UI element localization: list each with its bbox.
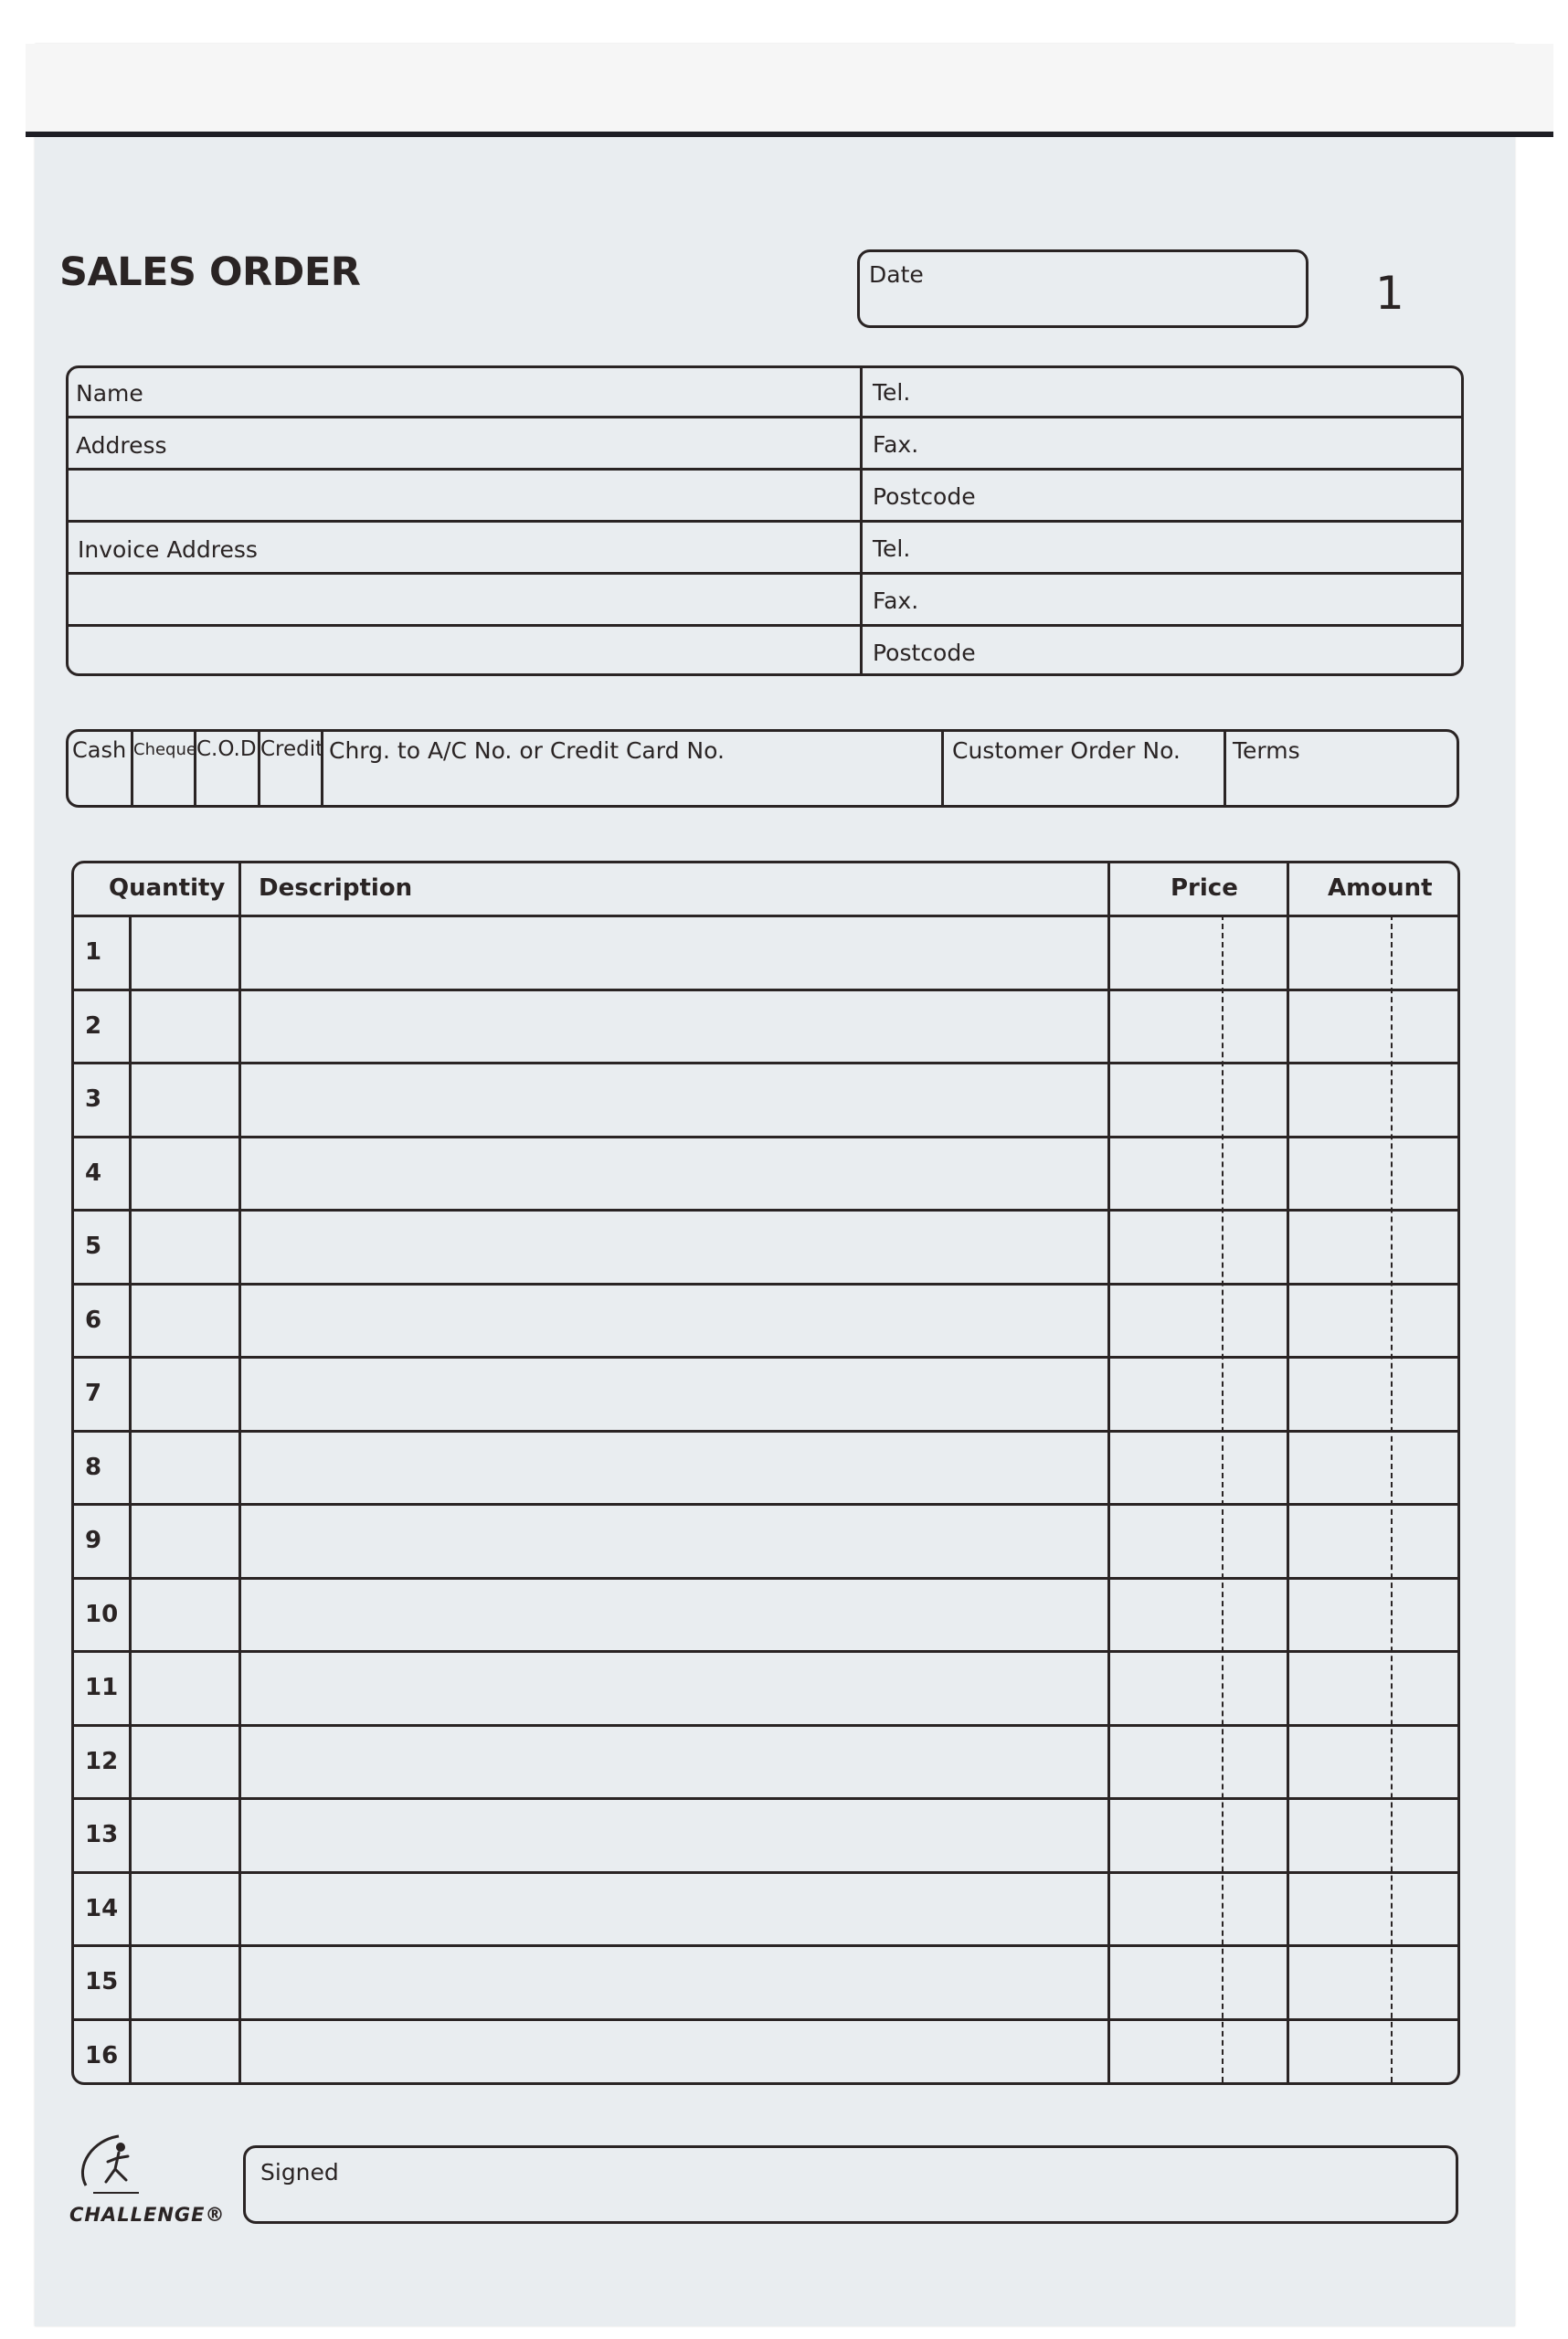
table-row-rule (74, 1577, 1457, 1580)
price-divider (1287, 863, 1289, 2082)
row-number: 11 (85, 1674, 119, 1701)
invoice-postcode-field[interactable]: Postcode (873, 640, 976, 666)
items-table (71, 861, 1460, 2085)
address-field[interactable]: Address (76, 432, 167, 459)
row-number: 14 (85, 1894, 119, 1922)
table-row-rule (74, 1209, 1457, 1212)
contact-details-box (66, 365, 1464, 676)
row-number: 13 (85, 1821, 119, 1848)
table-row-rule (74, 915, 1457, 917)
contact-rule (69, 624, 1461, 627)
brand-name: CHALLENGE® (69, 2204, 226, 2226)
description-divider (1107, 863, 1110, 2082)
row-number: 1 (85, 938, 102, 966)
table-row-rule (74, 1503, 1457, 1506)
row-number: 15 (85, 1968, 119, 1995)
invoice-tel-field[interactable]: Tel. (873, 535, 911, 562)
pad-top-flap (26, 44, 1553, 137)
amount-cents-divider (1391, 915, 1393, 2082)
date-field[interactable] (857, 249, 1308, 328)
table-row-rule (74, 1944, 1457, 1947)
table-row-rule (74, 1356, 1457, 1359)
signed-label: Signed (260, 2159, 339, 2186)
invoice-fax-field[interactable]: Fax. (873, 587, 919, 614)
customer-order-field[interactable]: Customer Order No. (952, 737, 1181, 764)
price-cents-divider (1222, 915, 1224, 2082)
tel-field[interactable]: Tel. (873, 379, 911, 406)
cash-checkbox[interactable]: Cash (72, 737, 127, 763)
row-number: 9 (85, 1527, 102, 1554)
row-number: 7 (85, 1380, 102, 1407)
row-number: 16 (85, 2041, 119, 2069)
description-header: Description (259, 874, 413, 902)
challenge-logo (66, 2129, 226, 2238)
table-row-rule (74, 1062, 1457, 1064)
row-number: 12 (85, 1747, 119, 1775)
payment-divider (1224, 732, 1226, 805)
row-number: 2 (85, 1011, 102, 1040)
quantity-header: Quantity (109, 874, 226, 902)
credit-checkbox[interactable]: Credit (260, 737, 324, 761)
table-row-rule (74, 1724, 1457, 1727)
row-number-divider (129, 915, 132, 2082)
quantity-divider (238, 863, 241, 2082)
table-row-rule (74, 1136, 1457, 1138)
table-row-rule (74, 1430, 1457, 1433)
contact-rule (69, 520, 1461, 523)
payment-method-box (66, 729, 1459, 808)
contact-rule (69, 416, 1461, 418)
date-label: Date (869, 261, 924, 288)
payment-divider (941, 732, 944, 805)
signature-field[interactable] (243, 2145, 1458, 2224)
table-row-rule (74, 2018, 1457, 2021)
terms-field[interactable]: Terms (1233, 737, 1300, 764)
row-number: 4 (85, 1159, 102, 1187)
form-number: 1 (1375, 267, 1404, 320)
row-number: 6 (85, 1306, 102, 1334)
table-row-rule (74, 1283, 1457, 1286)
row-number: 10 (85, 1600, 119, 1628)
row-number: 8 (85, 1453, 102, 1481)
contact-rule (69, 468, 1461, 471)
fax-field[interactable]: Fax. (873, 431, 919, 458)
price-header: Price (1171, 874, 1238, 902)
table-row-rule (74, 1871, 1457, 1874)
page-title: SALES ORDER (59, 249, 361, 295)
account-number-field[interactable]: Chrg. to A/C No. or Credit Card No. (329, 737, 725, 764)
table-row-rule (74, 989, 1457, 991)
cod-checkbox[interactable]: C.O.D (196, 737, 257, 761)
invoice-address-field[interactable]: Invoice Address (78, 536, 258, 563)
name-field[interactable]: Name (76, 380, 143, 407)
row-number: 3 (85, 1085, 102, 1113)
row-number: 5 (85, 1233, 102, 1260)
contact-rule (69, 572, 1461, 575)
table-row-rule (74, 1650, 1457, 1653)
postcode-field[interactable]: Postcode (873, 483, 976, 510)
cheque-checkbox[interactable]: Cheque (133, 740, 196, 759)
table-row-rule (74, 1797, 1457, 1800)
amount-header: Amount (1328, 874, 1433, 902)
runner-icon (66, 2129, 166, 2202)
